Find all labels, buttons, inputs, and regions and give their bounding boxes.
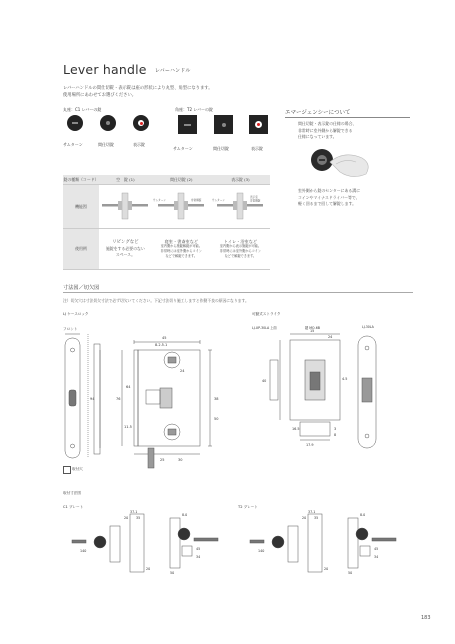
dim-label: 15	[310, 329, 315, 333]
intro-line: レバーハンドルの間仕切錠・表示錠は座の形状により丸型、角型になります。	[63, 86, 213, 91]
diagram-label: 非常解錠	[191, 199, 202, 202]
square-item-label: サムターン	[173, 146, 193, 151]
square-seat-label: 角座：T2 レバーの錠	[175, 107, 213, 112]
usage-cell	[152, 229, 211, 270]
dim-label: 17.9	[306, 443, 314, 447]
dim-label: 37.1	[308, 510, 316, 514]
round-thumbturn-image	[67, 115, 83, 131]
dim-label: 45	[196, 547, 201, 551]
dim-label: 8.0	[182, 513, 188, 517]
title-main: Lever handle	[63, 62, 147, 77]
emergency-unlock-photo	[300, 140, 375, 182]
lock-type-table	[63, 175, 270, 270]
round-item-label: 表示錠	[133, 142, 145, 147]
front-label: フロント	[63, 327, 78, 331]
diagram-label: 表示窓	[250, 196, 259, 199]
dim-label: 24	[180, 369, 185, 373]
dim-label: 140	[80, 549, 87, 553]
c1-plate-label: C1 プレート	[63, 505, 84, 509]
usage-line: 室内側から表示施錠が可能。	[219, 243, 262, 248]
dim-label: 45	[162, 336, 167, 340]
cut-title: 取付寸法図	[63, 491, 81, 495]
page-number: 183	[421, 615, 431, 621]
usage-line: 非常時には室外側からコイン	[160, 249, 202, 253]
dimension-note: 注）切欠穴は寸法切欠寸法で必ず切欠いてください。下記寸法切り施工しますと作動不良の原因になります。	[63, 298, 249, 303]
function-diagram	[100, 189, 150, 223]
dim-label: 76	[116, 397, 121, 401]
c1-mounting-drawing	[70, 512, 230, 574]
dim-label: 94	[90, 397, 95, 401]
table-header-row	[63, 175, 270, 185]
emergency-text	[298, 121, 388, 141]
dim-label: 35	[136, 516, 141, 520]
emergency-instructions	[298, 188, 408, 208]
square-privacy-image	[214, 115, 233, 134]
divider	[63, 292, 413, 293]
t2-plate-label: T2 プレート	[238, 505, 258, 509]
row-header: 使用例	[63, 229, 99, 270]
dim-label: 11.5	[124, 425, 132, 429]
t2-mounting-drawing	[248, 512, 408, 574]
dimension-section-title: 寸法図／切欠図	[63, 285, 100, 291]
emergency-line: 非常時に室外側から解錠できる	[298, 127, 353, 133]
case-lock-drawing	[60, 330, 240, 475]
emergency-title: エマージェンシーについて	[285, 110, 351, 116]
row-header: 機能図	[63, 185, 99, 229]
round-privacy-image	[100, 115, 116, 131]
dim-label: 34	[196, 555, 201, 559]
usage-line: 寝室・書斎室など	[164, 238, 199, 244]
usage-line: トイレ・浴室など	[223, 238, 258, 244]
intro-line: 使用場所にあわせてお選びください。	[63, 93, 137, 98]
usage-line: 非常時には室外側からコイン	[219, 249, 262, 253]
title-sub: レバーハンドル	[154, 68, 191, 74]
round-seat-label: 丸座：C1 レバーの錠	[63, 107, 102, 112]
intro-text	[63, 85, 263, 99]
usage-line: 施錠をする必要のない	[105, 246, 145, 251]
hole-legend-swatch	[63, 466, 71, 474]
dim-label: 8.0	[360, 513, 366, 517]
dim-label: 35	[314, 516, 319, 520]
dim-label: 45	[374, 547, 379, 551]
dim-label: 50	[214, 417, 219, 421]
function-diagram	[212, 189, 268, 223]
table-row	[63, 229, 270, 270]
emergency-line: 軽く回るまで回して解錠します。	[298, 201, 357, 207]
dim-label: 140	[258, 549, 265, 553]
square-item-label: 表示錠	[251, 146, 263, 151]
strike-sub-label: LJ-UP-30LA 上面	[252, 326, 277, 330]
dim-label: 64	[126, 385, 131, 389]
square-item-label: 間仕切錠	[213, 146, 229, 151]
page-title	[63, 62, 191, 77]
dim-label: 4.5	[342, 377, 348, 381]
square-indicator-image	[249, 115, 268, 134]
dim-label: 8.2.5.1	[155, 343, 168, 347]
dim-label: 3	[334, 427, 337, 431]
dim-label: 34	[374, 555, 379, 559]
square-thumbturn-image	[178, 115, 197, 134]
table-header: 間仕切錠 (2)	[152, 175, 211, 185]
dim-label: 16.5	[292, 427, 300, 431]
strike-sub-label: LJ-30LA	[362, 325, 374, 329]
table-header: 錠の種類（コード）	[63, 175, 99, 185]
dim-label: 37.1	[130, 510, 138, 514]
dim-label: 40	[262, 379, 267, 383]
dim-label: 20	[302, 516, 307, 520]
dim-label: 20	[124, 516, 129, 520]
usage-cell	[211, 229, 270, 270]
function-diagram-cell	[152, 185, 211, 229]
diagram-label: サムターン	[212, 199, 226, 202]
dim-label: 24	[328, 335, 333, 339]
dim-label: 25	[160, 458, 165, 462]
strike-sub-label: 鍵 MO-6B	[305, 326, 320, 330]
case-lock-label: LJ ケースロック	[63, 312, 89, 316]
diagram-label: 非常解錠	[250, 199, 261, 203]
strike-drawing	[250, 330, 390, 455]
emergency-line: コインやマイナスドライバー等で、	[298, 194, 360, 200]
dim-label: 8	[334, 433, 337, 437]
dim-label: 50	[348, 571, 353, 575]
table-header: 空 錠 (1)	[99, 175, 152, 185]
usage-line: リビングなど	[112, 240, 139, 245]
strike-label: 可動式ストライク	[252, 312, 281, 316]
usage-cell	[99, 229, 152, 270]
round-item-label: 間仕切錠	[98, 142, 114, 147]
emergency-line: 室外側から錠のセンターにある溝に	[298, 188, 361, 193]
table-row	[63, 185, 270, 229]
table-header: 表示錠 (3)	[211, 175, 270, 185]
function-diagram	[153, 189, 209, 223]
dim-label: 30	[178, 458, 183, 462]
dim-label: 20	[146, 567, 151, 571]
dim-label: 50	[170, 571, 175, 575]
usage-line: などで解錠できます。	[224, 254, 257, 259]
round-indicator-image	[133, 115, 149, 131]
hole-legend-label: 取付穴	[72, 467, 83, 471]
function-diagram-cell	[211, 185, 270, 229]
dim-label: 38	[214, 397, 219, 401]
diagram-label: サムターン	[153, 199, 167, 202]
emergency-line: 仕様になっています。	[298, 134, 337, 140]
round-item-label: サムターン	[63, 142, 83, 147]
usage-line: などで解錠できます。	[165, 254, 198, 259]
dim-label: 20	[324, 567, 329, 571]
usage-line: 室内側から施錠解錠が可能。	[160, 243, 203, 248]
usage-line: スペース。	[115, 252, 136, 257]
function-diagram-cell	[99, 185, 152, 229]
emergency-line: 間仕切錠・表示錠の仕様の場合、	[298, 121, 357, 126]
divider	[285, 117, 410, 118]
